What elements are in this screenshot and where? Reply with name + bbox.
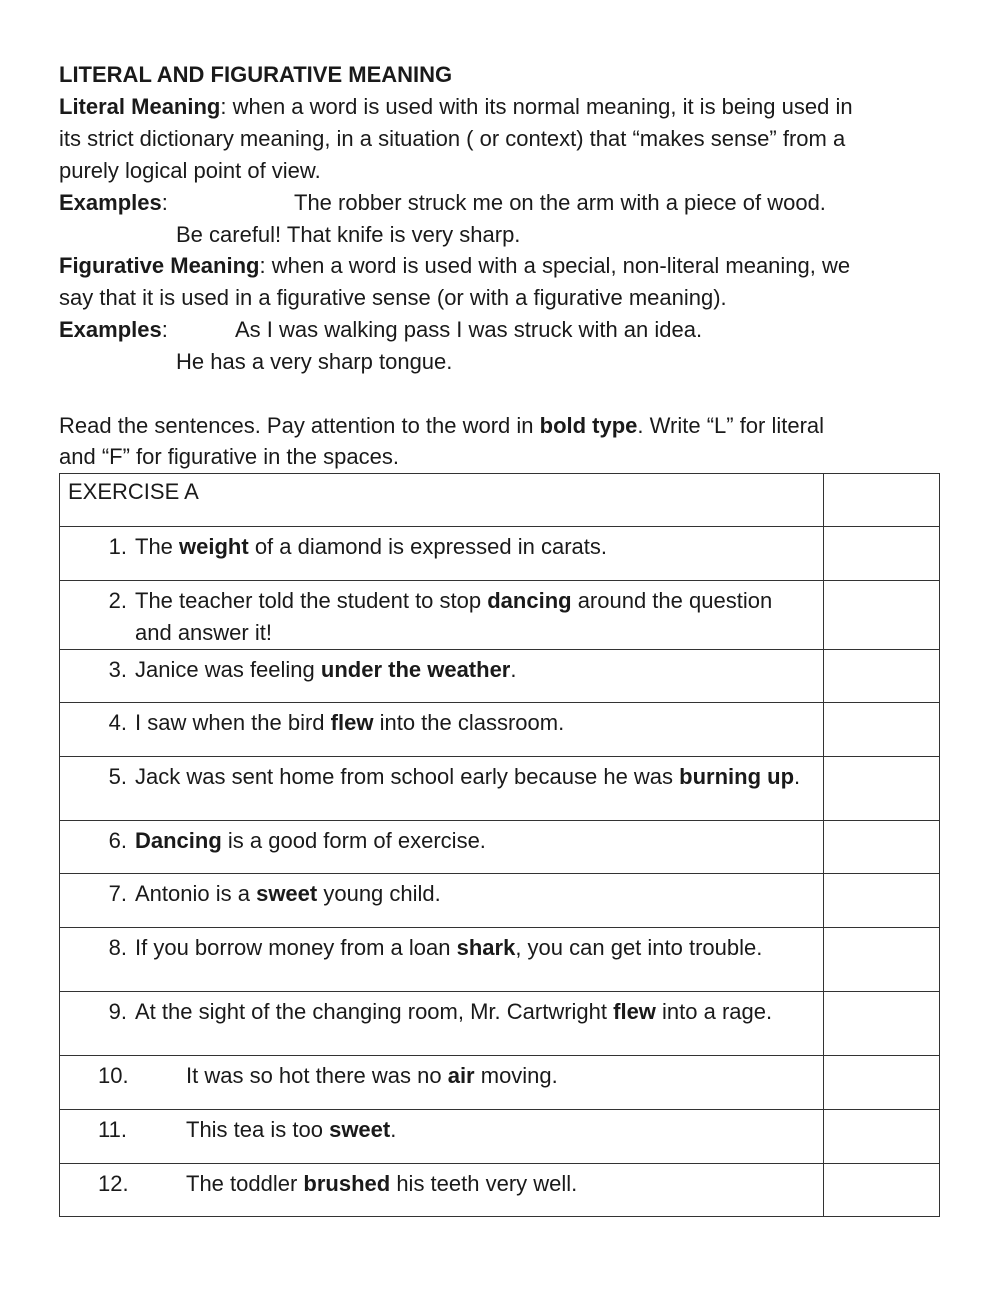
answer-blank[interactable] (824, 527, 940, 581)
instructions-line-1 (59, 410, 824, 442)
question-text-after: young child. (317, 881, 441, 906)
question-text (186, 1168, 577, 1200)
question-number: 4. (108, 710, 127, 735)
question-text-before: At the sight of the changing room, Mr. Cartwright (135, 999, 614, 1024)
literal-examples-line (59, 187, 939, 219)
page-title: LITERAL AND FIGURATIVE MEANING (59, 62, 453, 87)
literal-definition-text-1: : when a word is used with its normal meaning, it is being used in (220, 94, 853, 119)
exercise-row (60, 1164, 940, 1217)
answer-blank[interactable] (824, 821, 940, 874)
question-text (186, 1060, 558, 1092)
literal-example-1: The robber struck me on the arm with a piece of wood. (294, 190, 826, 215)
exercise-row (60, 650, 940, 703)
exercise-row (60, 874, 940, 928)
question-cell (60, 1110, 824, 1164)
answer-blank[interactable] (824, 703, 940, 757)
question-text (186, 1114, 396, 1146)
question-bold-word: air (447, 1063, 475, 1088)
question (60, 757, 823, 793)
exercise-row (60, 1110, 940, 1164)
question-text-before: The (135, 534, 180, 559)
literal-definition-line-2: its strict dictionary meaning, in a situation ( or context) that “makes sense” from a (59, 126, 846, 151)
question (60, 1056, 823, 1092)
exercise-header: EXERCISE A (68, 479, 199, 504)
answer-blank[interactable] (824, 992, 940, 1056)
exercise-row (60, 821, 940, 874)
question-bold-word: burning up (679, 764, 795, 789)
question-text (127, 825, 506, 857)
question-cell (60, 928, 824, 992)
question-bold-word: Dancing (135, 828, 222, 853)
figurative-definition-line-2: say that it is used in a figurative sense (or with a figurative meaning). (59, 285, 727, 310)
question-number: 9. (108, 999, 127, 1024)
figurative-examples-colon: : (161, 317, 168, 342)
question-text-after: . (390, 1117, 397, 1142)
figurative-example-2: He has a very sharp tongue. (176, 349, 453, 374)
question-text (127, 585, 823, 649)
literal-examples-label: Examples (59, 190, 162, 215)
question-text (127, 878, 461, 910)
exercise-rows (60, 527, 940, 1217)
question-text-after: of a diamond is expressed in carats. (248, 534, 607, 559)
question-cell (60, 1164, 824, 1217)
question-number: 5. (108, 764, 127, 789)
exercise-header-cell (60, 474, 824, 527)
figurative-example-1: As I was walking pass I was struck with an idea. (235, 317, 703, 342)
question-number: 3. (108, 657, 127, 682)
exercise-row (60, 703, 940, 757)
question-number: 2. (108, 588, 127, 613)
exercise-header-answer-cell (824, 474, 940, 527)
question-cell (60, 821, 824, 874)
question-cell (60, 1056, 824, 1110)
question-number: 6. (108, 828, 127, 853)
answer-blank[interactable] (824, 1056, 940, 1110)
exercise-row (60, 581, 940, 650)
question-text-after: moving. (474, 1063, 558, 1088)
question-number: 7. (108, 881, 127, 906)
literal-examples-colon: : (161, 190, 168, 215)
question-bold-word: weight (179, 534, 249, 559)
question-cell (60, 703, 824, 757)
instructions-bold-type: bold type (539, 413, 638, 438)
question-text (127, 531, 627, 563)
question-text-before: Jack was sent home from school early because he was (135, 764, 680, 789)
question-cell (60, 650, 824, 703)
question (60, 527, 823, 563)
answer-blank[interactable] (824, 757, 940, 821)
question-text-after: into a rage. (655, 999, 773, 1024)
question-text-after: into the classroom. (373, 710, 565, 735)
question (60, 650, 823, 686)
question (60, 581, 823, 649)
question-text-before: This tea is too (186, 1117, 330, 1142)
answer-blank[interactable] (824, 581, 940, 650)
answer-blank[interactable] (824, 1110, 940, 1164)
answer-blank[interactable] (824, 1164, 940, 1217)
answer-blank[interactable] (824, 874, 940, 928)
question-bold-word: dancing (487, 588, 572, 613)
question (60, 874, 823, 910)
question-text (127, 932, 782, 964)
literal-definition-line-3: purely logical point of view. (59, 158, 321, 183)
figurative-definition-text-1: : when a word is used with a special, non-literal meaning, we (259, 253, 851, 278)
question-bold-word: sweet (329, 1117, 391, 1142)
question-cell (60, 874, 824, 928)
question-text (127, 707, 584, 739)
exercise-row (60, 1056, 940, 1110)
exercise-row (60, 928, 940, 992)
question-cell (60, 527, 824, 581)
question (60, 1164, 823, 1200)
question-text-before: It was so hot there was no (186, 1063, 448, 1088)
question (60, 821, 823, 857)
answer-blank[interactable] (824, 650, 940, 703)
instructions-line-2: and “F” for figurative in the spaces. (59, 444, 399, 469)
literal-example-2: Be careful! That knife is very sharp. (176, 222, 521, 247)
question-text-before: The teacher told the student to stop (135, 588, 488, 613)
question-text (127, 996, 792, 1028)
question-text-after: , you can get into trouble. (515, 935, 763, 960)
figurative-examples-line (59, 314, 939, 346)
question-text-after: around the question and answer it! (135, 588, 773, 645)
question-number: 11. (98, 1117, 127, 1142)
question-text-after: . (794, 764, 801, 789)
question (60, 928, 823, 964)
question-text (127, 654, 537, 686)
literal-definition-line-1 (59, 91, 853, 123)
question (60, 1110, 823, 1146)
exercise-row (60, 992, 940, 1056)
question-text-before: The toddler (186, 1171, 304, 1196)
question-number: 8. (108, 935, 127, 960)
question-bold-word: flew (613, 999, 656, 1024)
question-number: 12. (98, 1171, 129, 1196)
question-text-before: Janice was feeling (135, 657, 321, 682)
exercise-row (60, 527, 940, 581)
question-cell (60, 757, 824, 821)
question-number: 10. (98, 1063, 129, 1088)
figurative-examples-label: Examples (59, 317, 162, 342)
question-text-before: I saw when the bird (135, 710, 331, 735)
question-number: 1. (108, 534, 127, 559)
question-bold-word: flew (330, 710, 374, 735)
question-bold-word: under the weather (320, 657, 511, 682)
instructions-text-2: . Write “L” for literal (637, 413, 825, 438)
question-bold-word: sweet (256, 881, 318, 906)
question-text-before: Antonio is a (135, 881, 257, 906)
literal-term: Literal Meaning (59, 94, 221, 119)
exercise-header-row (60, 474, 940, 527)
figurative-definition-line-1 (59, 250, 850, 282)
question-text-after: his teeth very well. (390, 1171, 578, 1196)
answer-blank[interactable] (824, 928, 940, 992)
exercise-table (59, 473, 940, 1217)
question (60, 703, 823, 739)
question-text-before: If you borrow money from a loan (135, 935, 457, 960)
exercise-row (60, 757, 940, 821)
question (60, 992, 823, 1028)
instructions-text-1: Read the sentences. Pay attention to the word in (59, 413, 540, 438)
question-text (127, 761, 820, 793)
figurative-term: Figurative Meaning (59, 253, 260, 278)
question-cell (60, 992, 824, 1056)
question-text-after: . (510, 657, 517, 682)
question-bold-word: shark (456, 935, 516, 960)
question-cell (60, 581, 824, 650)
question-text-after: is a good form of exercise. (221, 828, 486, 853)
question-bold-word: brushed (303, 1171, 391, 1196)
